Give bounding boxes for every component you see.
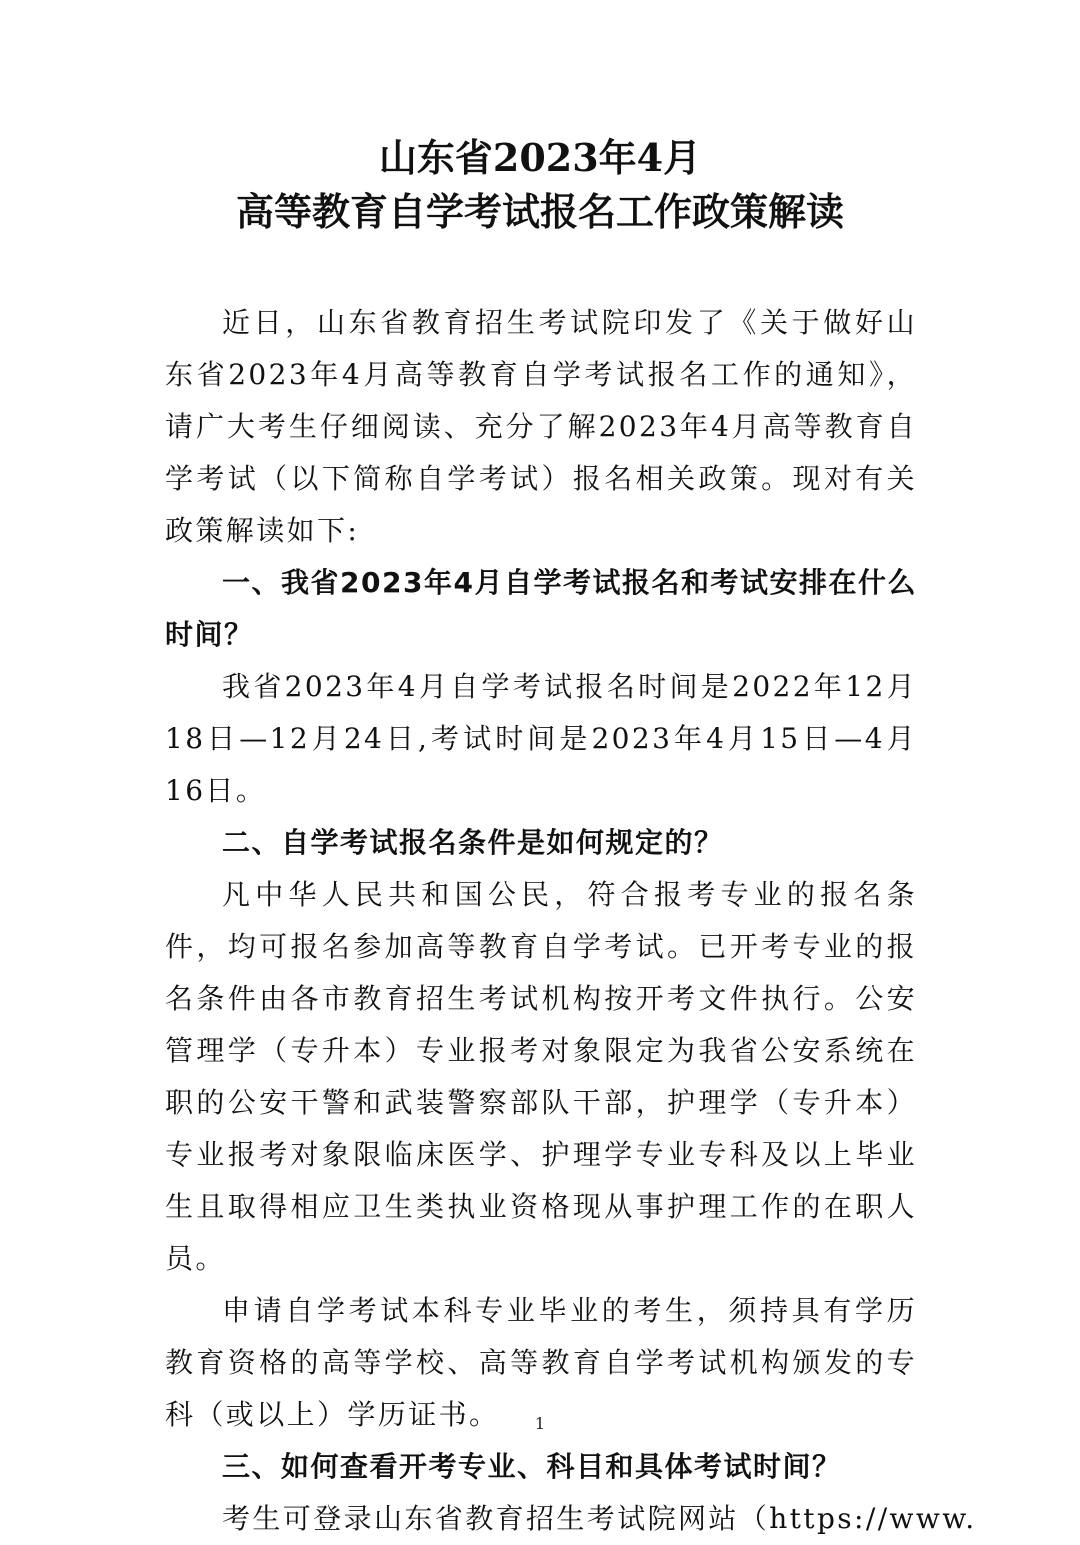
- section-heading-2: 二、自学考试报名条件是如何规定的？: [222, 826, 724, 859]
- document-title-line-2: 高等教育自学考试报名工作政策解读: [235, 189, 844, 234]
- section-heading-1: 一、我省2023年4月自学考试报名和考试安排在什么时间？: [165, 566, 917, 651]
- section-1-paragraph: 我省2023年4月自学考试报名时间是2022年12月18日—12月24日,考试时间是2023年4月15日—4月16日。: [165, 670, 917, 807]
- section-3-paragraph: 考生可登录山东省教育招生考试院网站（https://www.: [222, 1502, 977, 1535]
- document-title-line-1: 山东省2023年4月: [378, 135, 702, 180]
- section-heading-3: 三、如何查看开考专业、科目和具体考试时间？: [222, 1450, 842, 1483]
- section-2-paragraph-1: 凡中华人民共和国公民，符合报考专业的报名条件，均可报名参加高等教育自学考试。已开考专业的报名条件由各市教育招生考试机构按开考文件执行。公安管理学（专升本）专业报考对象限定为我省公安系统在职的公安干警和武装警察部队干部，护理学（专升本）专业报考对象限临床医学、护理学专业专科及以上毕业生且取得相应卫生类执业资格现从事护理工作的在职人员。: [165, 878, 917, 1275]
- document-body: [165, 297, 977, 1545]
- section-2-paragraph-2: 申请自学考试本科专业毕业的考生，须持具有学历教育资格的高等学校、高等教育自学考试机构颁发的专科（或以上）学历证书。: [165, 1294, 917, 1431]
- intro-paragraph: 近日，山东省教育招生考试院印发了《关于做好山东省2023年4月高等教育自学考试报名工作的通知》，请广大考生仔细阅读、充分了解2023年4月高等教育自学考试（以下简称自学考试）报名相关政策。现对有关政策解读如下:: [165, 306, 917, 547]
- page-number: 1: [534, 1414, 546, 1433]
